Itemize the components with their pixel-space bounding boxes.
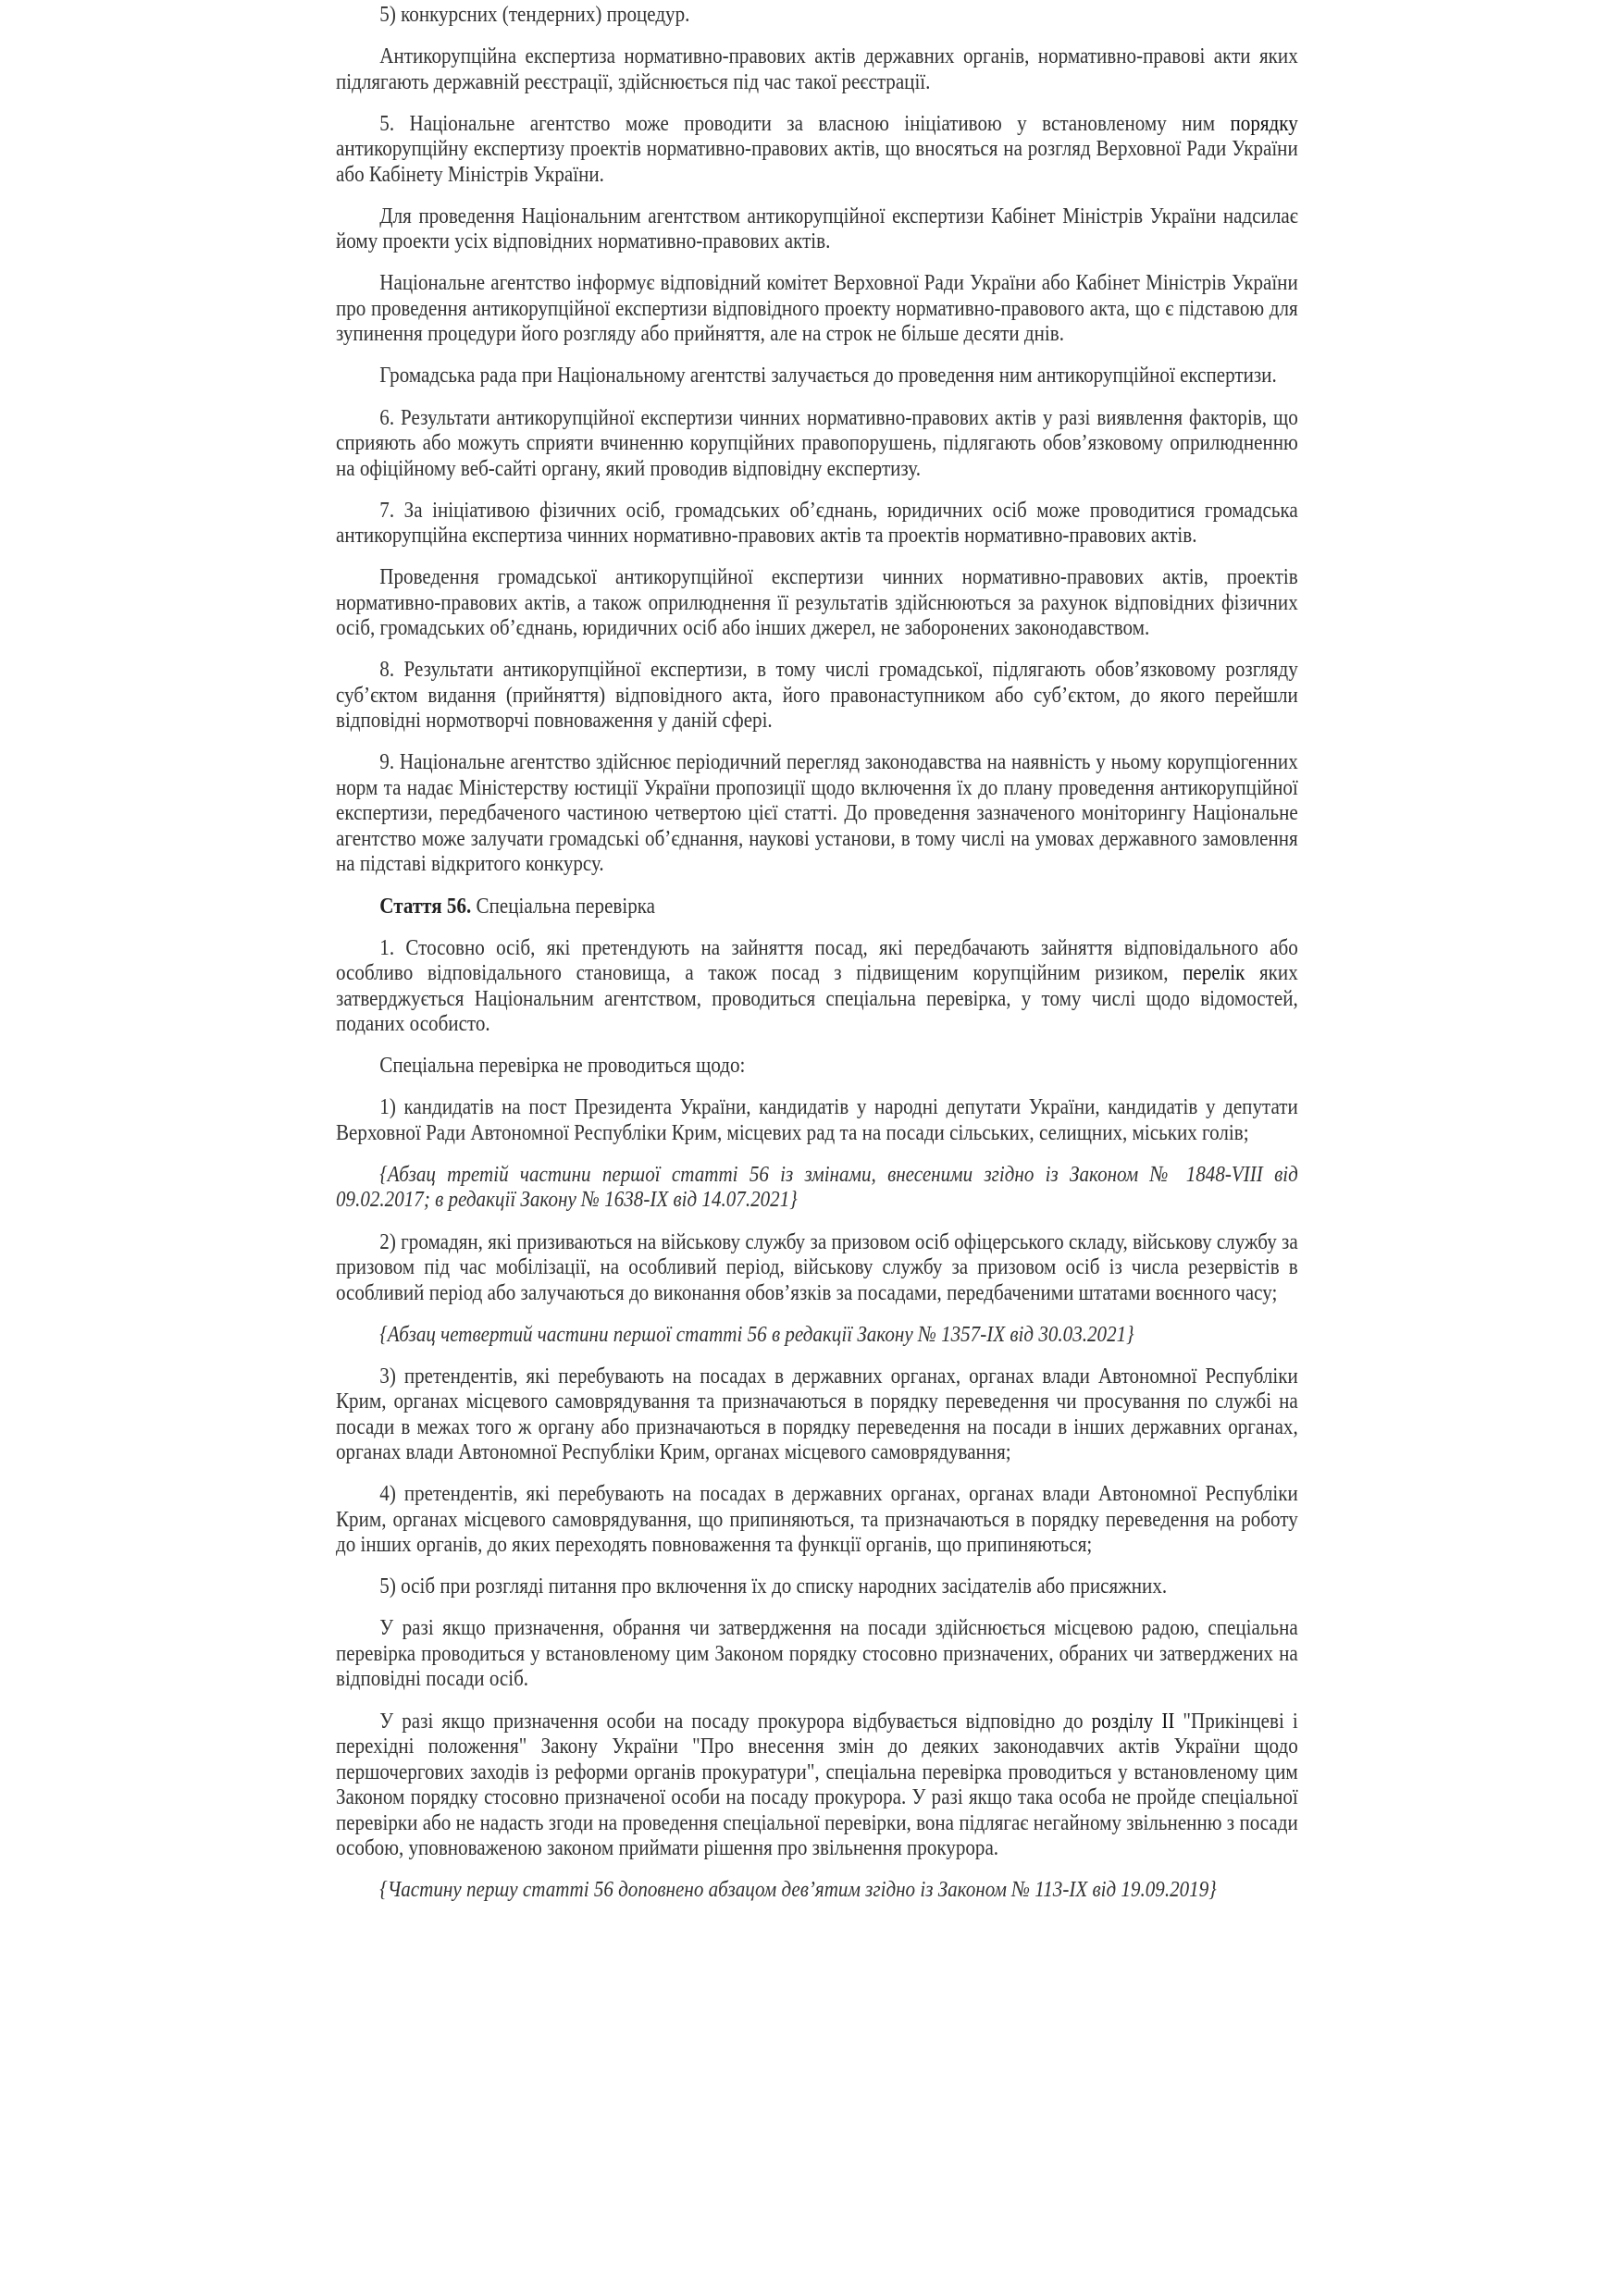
paragraph <box>336 1709 1298 1861</box>
amendment-note: {Абзац третій частини першої статті 56 із змінами, внесеними згідно із Законом № 1848-VIII від 09.02.2017; в редакції Закону № 1638-IX від 14.07.2021} <box>336 1161 1298 1213</box>
article-heading <box>336 894 1298 920</box>
paragraph: 5) осіб при розгляді питання про включення їх до списку народних засідателів або присяжних. <box>379 1574 1168 1599</box>
paragraph: Проведення громадської антикорупційної експертизи чинних нормативно-правових актів, проектів нормативно-правових актів, а також оприлюднення її результатів здійснюються за рахунок відповідних фізичних осіб, громадських об’єднань, юридичних осіб або інших джерел, не заборонених законодавством. <box>336 564 1298 641</box>
paragraph: У разі якщо призначення, обрання чи затвердження на посади здійснюється місцевою радою, спеціальна перевірка проводиться у встановленому цим Законом порядку стосовно призначених, обраних чи затверджених на відповідні посади осіб. <box>336 1615 1298 1692</box>
paragraph: 3) претендентів, які перебувають на посадах в державних органах, органах влади Автономної Республіки Крим, органах місцевого самоврядування та призначаються в порядку переведення чи просування по службі на посади в межах того ж органу або призначаються в порядку переведення на посади в інших державних органах, органах влади Автономної Республіки Крим, органах місцевого самоврядування; <box>336 1363 1298 1465</box>
paragraph: 8. Результати антикорупційної експертизи, в тому числі громадської, підлягають обов’язковому розгляду суб’єктом видання (прийняття) відповідного акта, його правонаступником або суб’єктом, до якого перейшли відповідні нормотворчі повноваження у даній сфері. <box>336 657 1298 734</box>
paragraph: Для проведення Національним агентством антикорупційної експертизи Кабінет Міністрів України надсилає йому проекти усіх відповідних нормативно-правових актів. <box>336 203 1298 254</box>
reference-link[interactable]: розділу II <box>1091 1708 1175 1734</box>
paragraph: Громадська рада при Національному агентстві залучається до проведення ним антикорупційної експертизи. <box>379 363 1277 389</box>
paragraph: 4) претендентів, які перебувають на посадах в державних органах, органах влади Автономної Республіки Крим, органах місцевого самоврядування, що припиняються, та призначаються в порядку переведення на роботу до інших органів, до яких переходять повноваження та функції органів, що припиняються; <box>336 1481 1298 1558</box>
paragraph <box>336 935 1298 1037</box>
paragraph-text: 5. Національне агентство може проводити за власною ініціативою у встановленому ним <box>379 110 1231 136</box>
paragraph-text: антикорупційну експертизу проектів нормативно-правових актів, що вносяться на розгляд Верховної Ради України або Кабінету Міністрів України. <box>336 136 1298 187</box>
paragraph: 9. Національне агентство здійснює періодичний перегляд законодавства на наявність у ньому корупціогенних норм та надає Міністерству юстиції України пропозиції щодо включення їх до плану проведення антикорупційної експертизи, передбаченого частиною четвертою цієї статті. До проведення зазначеного моніторингу Національне агентство може залучати громадські об’єднання, наукові установи, в тому числі на умовах державного замовлення на підставі відкритого конкурсу. <box>336 749 1298 877</box>
paragraph: 2) громадян, які призиваються на військову службу за призовом осіб офіцерського складу, військову службу за призовом під час мобілізації, на особливий період, військову службу за призовом осіб із числа резервістів в особливий період або залучаються до виконання обов’язків за посадами, передбаченими штатами воєнного часу; <box>336 1228 1298 1305</box>
paragraph-text: яких затверджується Національним агентством, проводиться спеціальна перевірка, у тому числі щодо відомостей, поданих особисто. <box>336 960 1298 1037</box>
article-title: Спеціальна перевірка <box>471 893 656 919</box>
paragraph-text: У разі якщо призначення особи на посаду прокурора відбувається відповідно до <box>379 1708 1092 1734</box>
article-number: Стаття 56. <box>379 893 472 919</box>
paragraph-text: "Прикінцеві і перехідні положення" Закону України "Про внесення змін до деяких законодавчих актів України щодо першочергових заходів із реформи органів прокуратури", спеціальна перевірка проводиться у встановленому цим Законом порядку стосовно призначеної особи на посаду прокурора. У разі якщо така особа не пройде спеціальної перевірки або не надасть згоди на проведення спеціальної перевірки, вона підлягає негайному звільненню з посади особою, уповноваженою законом приймати рішення про звільнення прокурора. <box>336 1708 1298 1861</box>
paragraph: 7. За ініціативою фізичних осіб, громадських об’єднань, юридичних осіб може проводитися громадська антикорупційна експертиза чинних нормативно-правових актів та проектів нормативно-правових актів. <box>336 497 1298 549</box>
amendment-note: {Частину першу статті 56 доповнено абзацом дев’ятим згідно із Законом № 113-IX від 19.09.2019} <box>379 1877 1217 1903</box>
reference-link[interactable]: порядку <box>1230 110 1298 136</box>
amendment-note: {Абзац четвертий частини першої статті 56 в редакції Закону № 1357-IX від 30.03.2021} <box>379 1321 1134 1347</box>
paragraph <box>336 111 1298 188</box>
document-page <box>336 2 1298 1919</box>
paragraph: Національне агентство інформує відповідний комітет Верховної Ради України або Кабінет Міністрів України про проведення антикорупційної експертизи відповідного проекту нормативно-правового акта, що є підставою для зупинення процедури його розгляду або прийняття, але на строк не більше десяти днів. <box>336 270 1298 347</box>
paragraph: 1) кандидатів на пост Президента України, кандидатів у народні депутати України, кандидатів у депутати Верховної Ради Автономної Республіки Крим, місцевих рад та на посади сільських, селищних, міських голів; <box>336 1094 1298 1145</box>
paragraph: 6. Результати антикорупційної експертизи чинних нормативно-правових актів у разі виявлення факторів, що сприяють або можуть сприяти вчиненню корупційних правопорушень, підлягають обов’язковому оприлюдненню на офіційному веб-сайті органу, який проводив відповідну експертизу. <box>336 404 1298 481</box>
paragraph-text: 1. Стосовно осіб, які претендують на зайняття посад, які передбачають зайняття відповідального або особливо відповідального становища, а також посад з підвищеним корупційним ризиком, <box>336 934 1298 986</box>
paragraph: 5) конкурсних (тендерних) процедур. <box>379 2 690 27</box>
paragraph: Антикорупційна експертиза нормативно-правових актів державних органів, нормативно-правові акти яких підлягають державній реєстрації, здійснюється під час такої реєстрації. <box>336 43 1298 94</box>
reference-link[interactable]: перелік <box>1183 960 1245 986</box>
paragraph: Спеціальна перевірка не проводиться щодо: <box>379 1053 746 1079</box>
